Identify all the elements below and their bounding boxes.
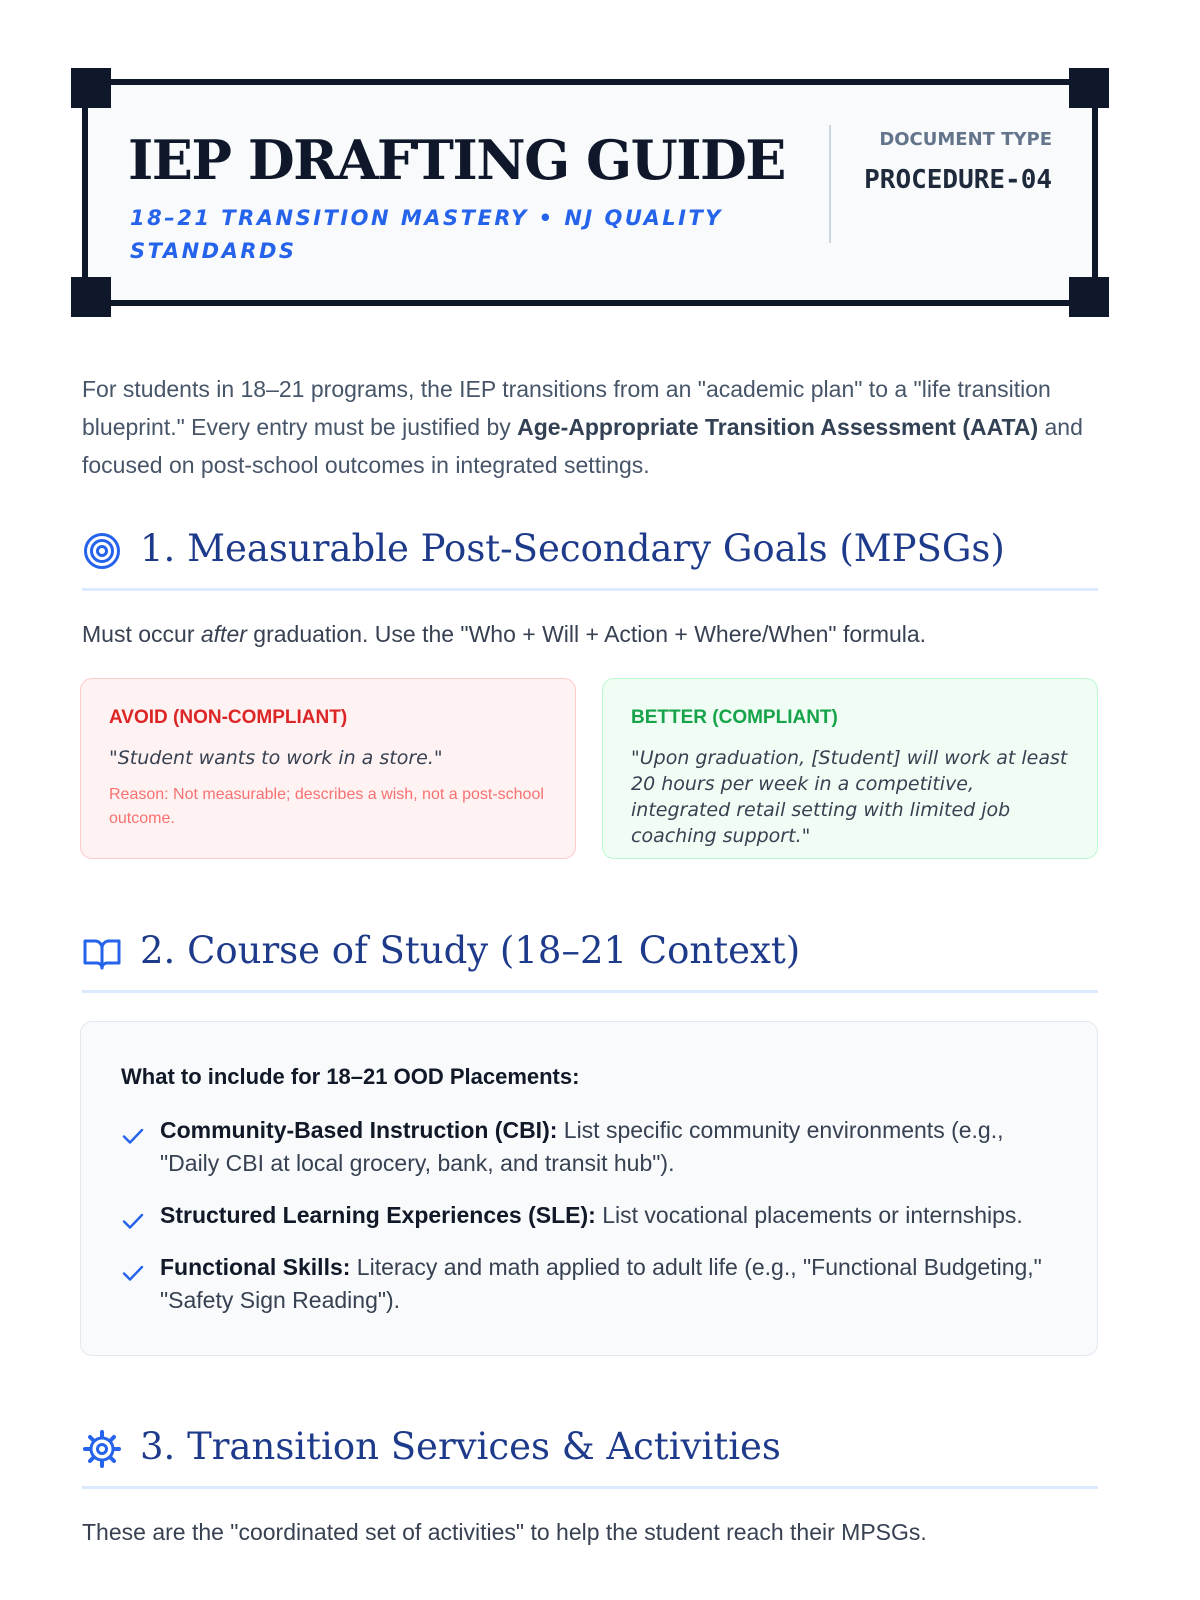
book-open-icon [82,933,122,973]
section-heading-transition-services [82,1415,1098,1489]
page-title: IEP DRAFTING GUIDE [128,128,785,192]
avoid-example-card [80,678,576,859]
check-icon [121,1209,145,1233]
course-items-list [121,1114,1061,1336]
list-item [121,1114,1061,1180]
mpsg-description-emphasis: after [200,621,247,647]
section-heading-mpsg [82,517,1098,591]
item-term: Community-Based Instruction (CBI): [160,1117,558,1143]
transition-services-description: These are the "coordinated set of activities" to help the student reach their MPSGs. [82,1519,927,1545]
document-header [82,79,1098,306]
mpsg-description-text: Must occur [82,621,201,647]
section-heading-course-of-study [82,919,1098,993]
item-description: List specific community environments (e.g., "Daily CBI at local grocery, bank, and transit hub"). [160,1117,1004,1176]
avoid-reason: Reason: Not measurable; describes a wish, not a post-school outcome. [109,786,544,827]
item-description: Literacy and math applied to adult life (e.g., "Functional Budgeting," "Safety Sign Reading"). [160,1254,1042,1313]
better-quote: "Upon graduation, [Student] will work at least 20 hours per week in a competitive, integrated retail setting with limited job coaching support." [631,747,1068,847]
section-title: 2. Course of Study (18–21 Context) [140,929,801,972]
mpsg-description [82,617,926,651]
section-title: 1. Measurable Post-Secondary Goals (MPSGs) [140,527,1005,570]
avoid-label: AVOID (NON-COMPLIANT) [109,707,348,728]
corner-decoration [1069,68,1109,108]
panel-heading: What to include for 18–21 OOD Placements: [121,1064,580,1089]
better-example-card [602,678,1098,859]
page-subtitle: 18–21 TRANSITION MASTERY • NJ QUALITY STANDARDS [130,206,723,263]
list-item [121,1251,1061,1317]
intro-emphasis: Age-Appropriate Transition Assessment (AATA) [517,414,1039,440]
mpsg-description-text-end: graduation. Use the "Who + Will + Action + Where/When" formula. [246,621,927,647]
doc-type-value: PROCEDURE-04 [864,165,1052,195]
course-of-study-panel [80,1021,1098,1356]
header-divider [829,125,831,243]
item-term: Functional Skills: [160,1254,351,1280]
intro-paragraph [82,370,1132,484]
doc-type-label: DOCUMENT TYPE [879,129,1052,150]
corner-decoration [71,68,111,108]
corner-decoration [1069,277,1109,317]
item-term: Structured Learning Experiences (SLE): [160,1202,596,1228]
gear-icon [82,1429,122,1469]
item-description: List vocational placements or internships. [595,1202,1023,1228]
intro-text: For students in 18–21 programs, the IEP transitions from an "academic plan" to a "life transition blueprint." Every entry must be justified by [82,376,1051,440]
better-label: BETTER (COMPLIANT) [631,707,838,728]
section-title: 3. Transition Services & Activities [140,1425,781,1468]
intro-text-end: and focused on post-school outcomes in integrated settings. [82,414,1083,478]
check-icon [121,1261,145,1285]
target-icon [82,531,122,571]
list-item [121,1199,1061,1232]
check-icon [121,1124,145,1148]
avoid-quote: "Student wants to work in a store." [109,747,443,769]
corner-decoration [71,277,111,317]
